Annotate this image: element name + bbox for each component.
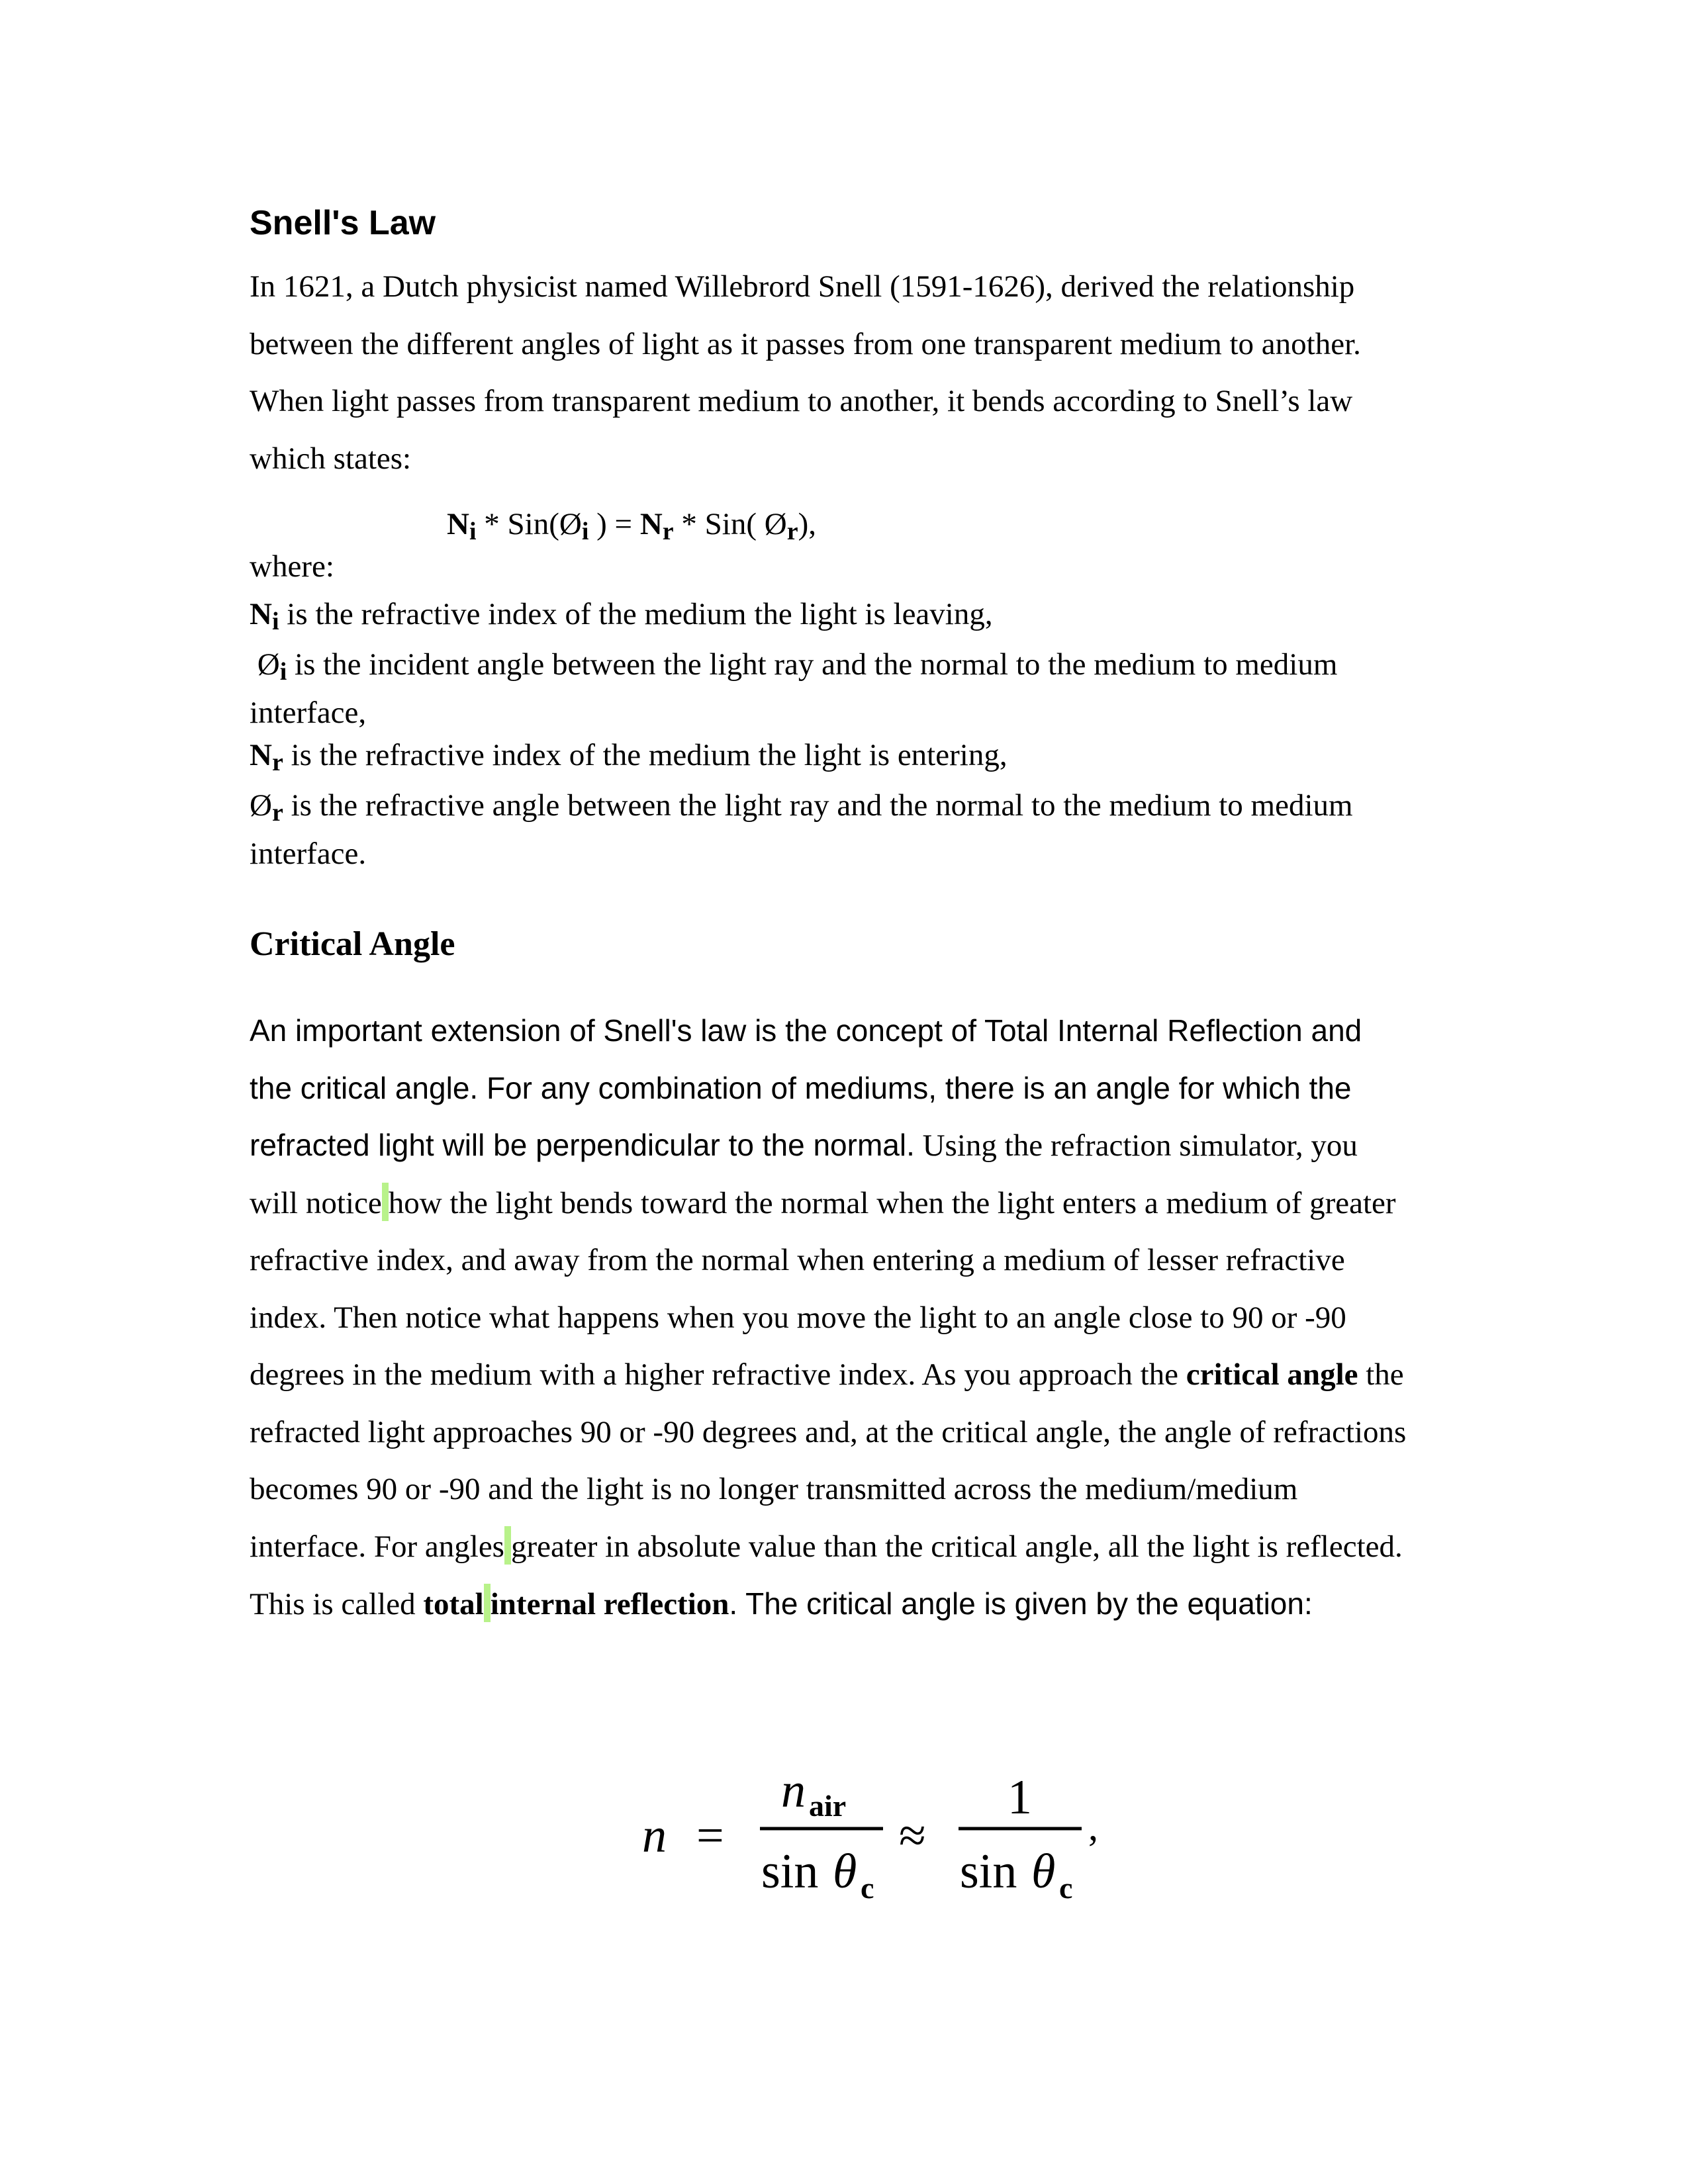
def-nr-symbol: N: [250, 738, 272, 772]
highlight-mark: [504, 1526, 511, 1565]
eq-n-i: N: [447, 507, 469, 541]
eq-part4: ),: [798, 507, 816, 541]
intro-paragraph: [250, 258, 1494, 487]
para-run: This is called: [250, 1587, 424, 1621]
eq-sub-i2: i: [581, 518, 589, 545]
para-line: refracted light approaches 90 or -90 degrees and, at the critical angle, the angle of refractions: [250, 1414, 1407, 1449]
para-run: the: [1358, 1357, 1404, 1392]
formula-comma: ,: [1088, 1805, 1098, 1848]
def-phi-sub: i: [279, 658, 287, 686]
formula-approx: ≈: [899, 1809, 926, 1863]
def-phi-symbol: Ø: [257, 647, 280, 682]
para-run: interface. For angles: [250, 1529, 504, 1564]
def-phi-r-cont: interface.: [250, 837, 367, 871]
highlight-mark: [382, 1183, 389, 1221]
para-serif-run: Using the refraction simulator, you: [914, 1128, 1358, 1163]
def-n-i-text: is the refractive index of the medium the light is leaving,: [279, 597, 993, 631]
para-line: the critical angle. For any combination of mediums, there is an angle for which the: [250, 1070, 1352, 1105]
eq-part3: * Sin(: [673, 507, 765, 541]
para-line: [250, 1575, 1507, 1633]
intro-line: between the different angles of light as it passes from one transparent medium to another.: [250, 326, 1361, 361]
para-line: [250, 1175, 1507, 1232]
def-phi-i-text: is the incident angle between the light ray and the normal to the medium to medium: [287, 647, 1338, 682]
intro-line: which states:: [250, 441, 412, 476]
bold-critical-angle: critical angle: [1186, 1357, 1358, 1392]
eq-phi-i: Ø: [559, 507, 582, 541]
para-run: greater in absolute value than the critical angle, all the light is reflected.: [510, 1529, 1403, 1564]
formula-den-sub-2: c: [1059, 1871, 1073, 1905]
def-n-symbol: N: [250, 597, 272, 631]
para-line: [250, 1518, 1507, 1576]
def-phi-r-text: is the refractive angle between the light ray and the normal to the medium to medium: [283, 788, 1353, 823]
def-n-sub: i: [271, 608, 279, 635]
formula-den-theta: θ: [833, 1844, 857, 1899]
highlight-mark: [484, 1584, 491, 1622]
formula-equals: =: [696, 1809, 724, 1863]
para-run: will notice: [250, 1185, 382, 1220]
para-line: refractive index, and away from the normal when entering a medium of lesser refractive: [250, 1243, 1345, 1277]
where-label: where:: [250, 549, 334, 584]
bold-internal-reflection: internal reflection: [490, 1587, 729, 1621]
eq-part1: * Sin(: [476, 507, 559, 541]
critical-angle-formula: [635, 1747, 1139, 1906]
para-line: index. Then notice what happens when you move the light to an angle close to 90 or -90: [250, 1300, 1346, 1335]
intro-line: When light passes from transparent medium to another, it bends according to Snell’s law: [250, 384, 1353, 418]
formula-num-sub: air: [809, 1789, 847, 1823]
definition-phi-r: [250, 785, 1494, 874]
para-line: [250, 1346, 1507, 1404]
formula-one: 1: [1008, 1770, 1032, 1825]
eq-sub-r2: r: [786, 518, 798, 545]
formula-den-sub: c: [861, 1871, 874, 1905]
para-line: An important extension of Snell's law is the concept of Total Internal Reflection and: [250, 1013, 1362, 1048]
eq-sub-i: i: [469, 518, 477, 545]
snells-law-equation: [447, 503, 816, 553]
section-title-snells-law: Snell's Law: [250, 204, 436, 242]
def-phi-i-cont: interface,: [250, 696, 367, 730]
definition-phi-i: [250, 644, 1494, 733]
intro-line: In 1621, a Dutch physicist named Willebrord Snell (1591-1626), derived the relationship: [250, 269, 1355, 304]
bold-total: total: [423, 1587, 484, 1621]
para-line: [250, 1116, 1507, 1175]
eq-n-r: N: [639, 507, 663, 541]
eq-sub-r: r: [662, 518, 674, 545]
para-sans-run: refracted light will be perpendicular to the normal.: [250, 1128, 915, 1162]
critical-angle-paragraph: [250, 1002, 1507, 1633]
formula-n: n: [642, 1809, 667, 1863]
eq-part2: ) =: [588, 507, 640, 541]
def-n-r-text: is the refractive index of the medium the light is entering,: [283, 738, 1008, 772]
formula-den-sin: sin: [761, 1844, 819, 1899]
para-run: degrees in the medium with a higher refractive index. As you approach the: [250, 1357, 1186, 1392]
definition-n-i: [250, 594, 1494, 642]
def-phir-sub: r: [271, 799, 283, 827]
def-nr-sub: r: [271, 749, 283, 776]
section-title-critical-angle: Critical Angle: [250, 925, 455, 963]
para-sans-run: . The critical angle is given by the equation:: [729, 1586, 1313, 1621]
para-line: becomes 90 or -90 and the light is no longer transmitted across the medium/medium: [250, 1472, 1298, 1506]
formula-den-theta-2: θ: [1031, 1844, 1056, 1899]
eq-phi-r: Ø: [764, 507, 787, 541]
formula-den-sin-2: sin: [960, 1844, 1017, 1899]
def-phir-symbol: Ø: [250, 788, 272, 823]
definition-n-r: [250, 735, 1494, 783]
formula-num-n: n: [781, 1764, 806, 1818]
para-run: how the light bends toward the normal when the light enters a medium of greater: [388, 1185, 1396, 1220]
